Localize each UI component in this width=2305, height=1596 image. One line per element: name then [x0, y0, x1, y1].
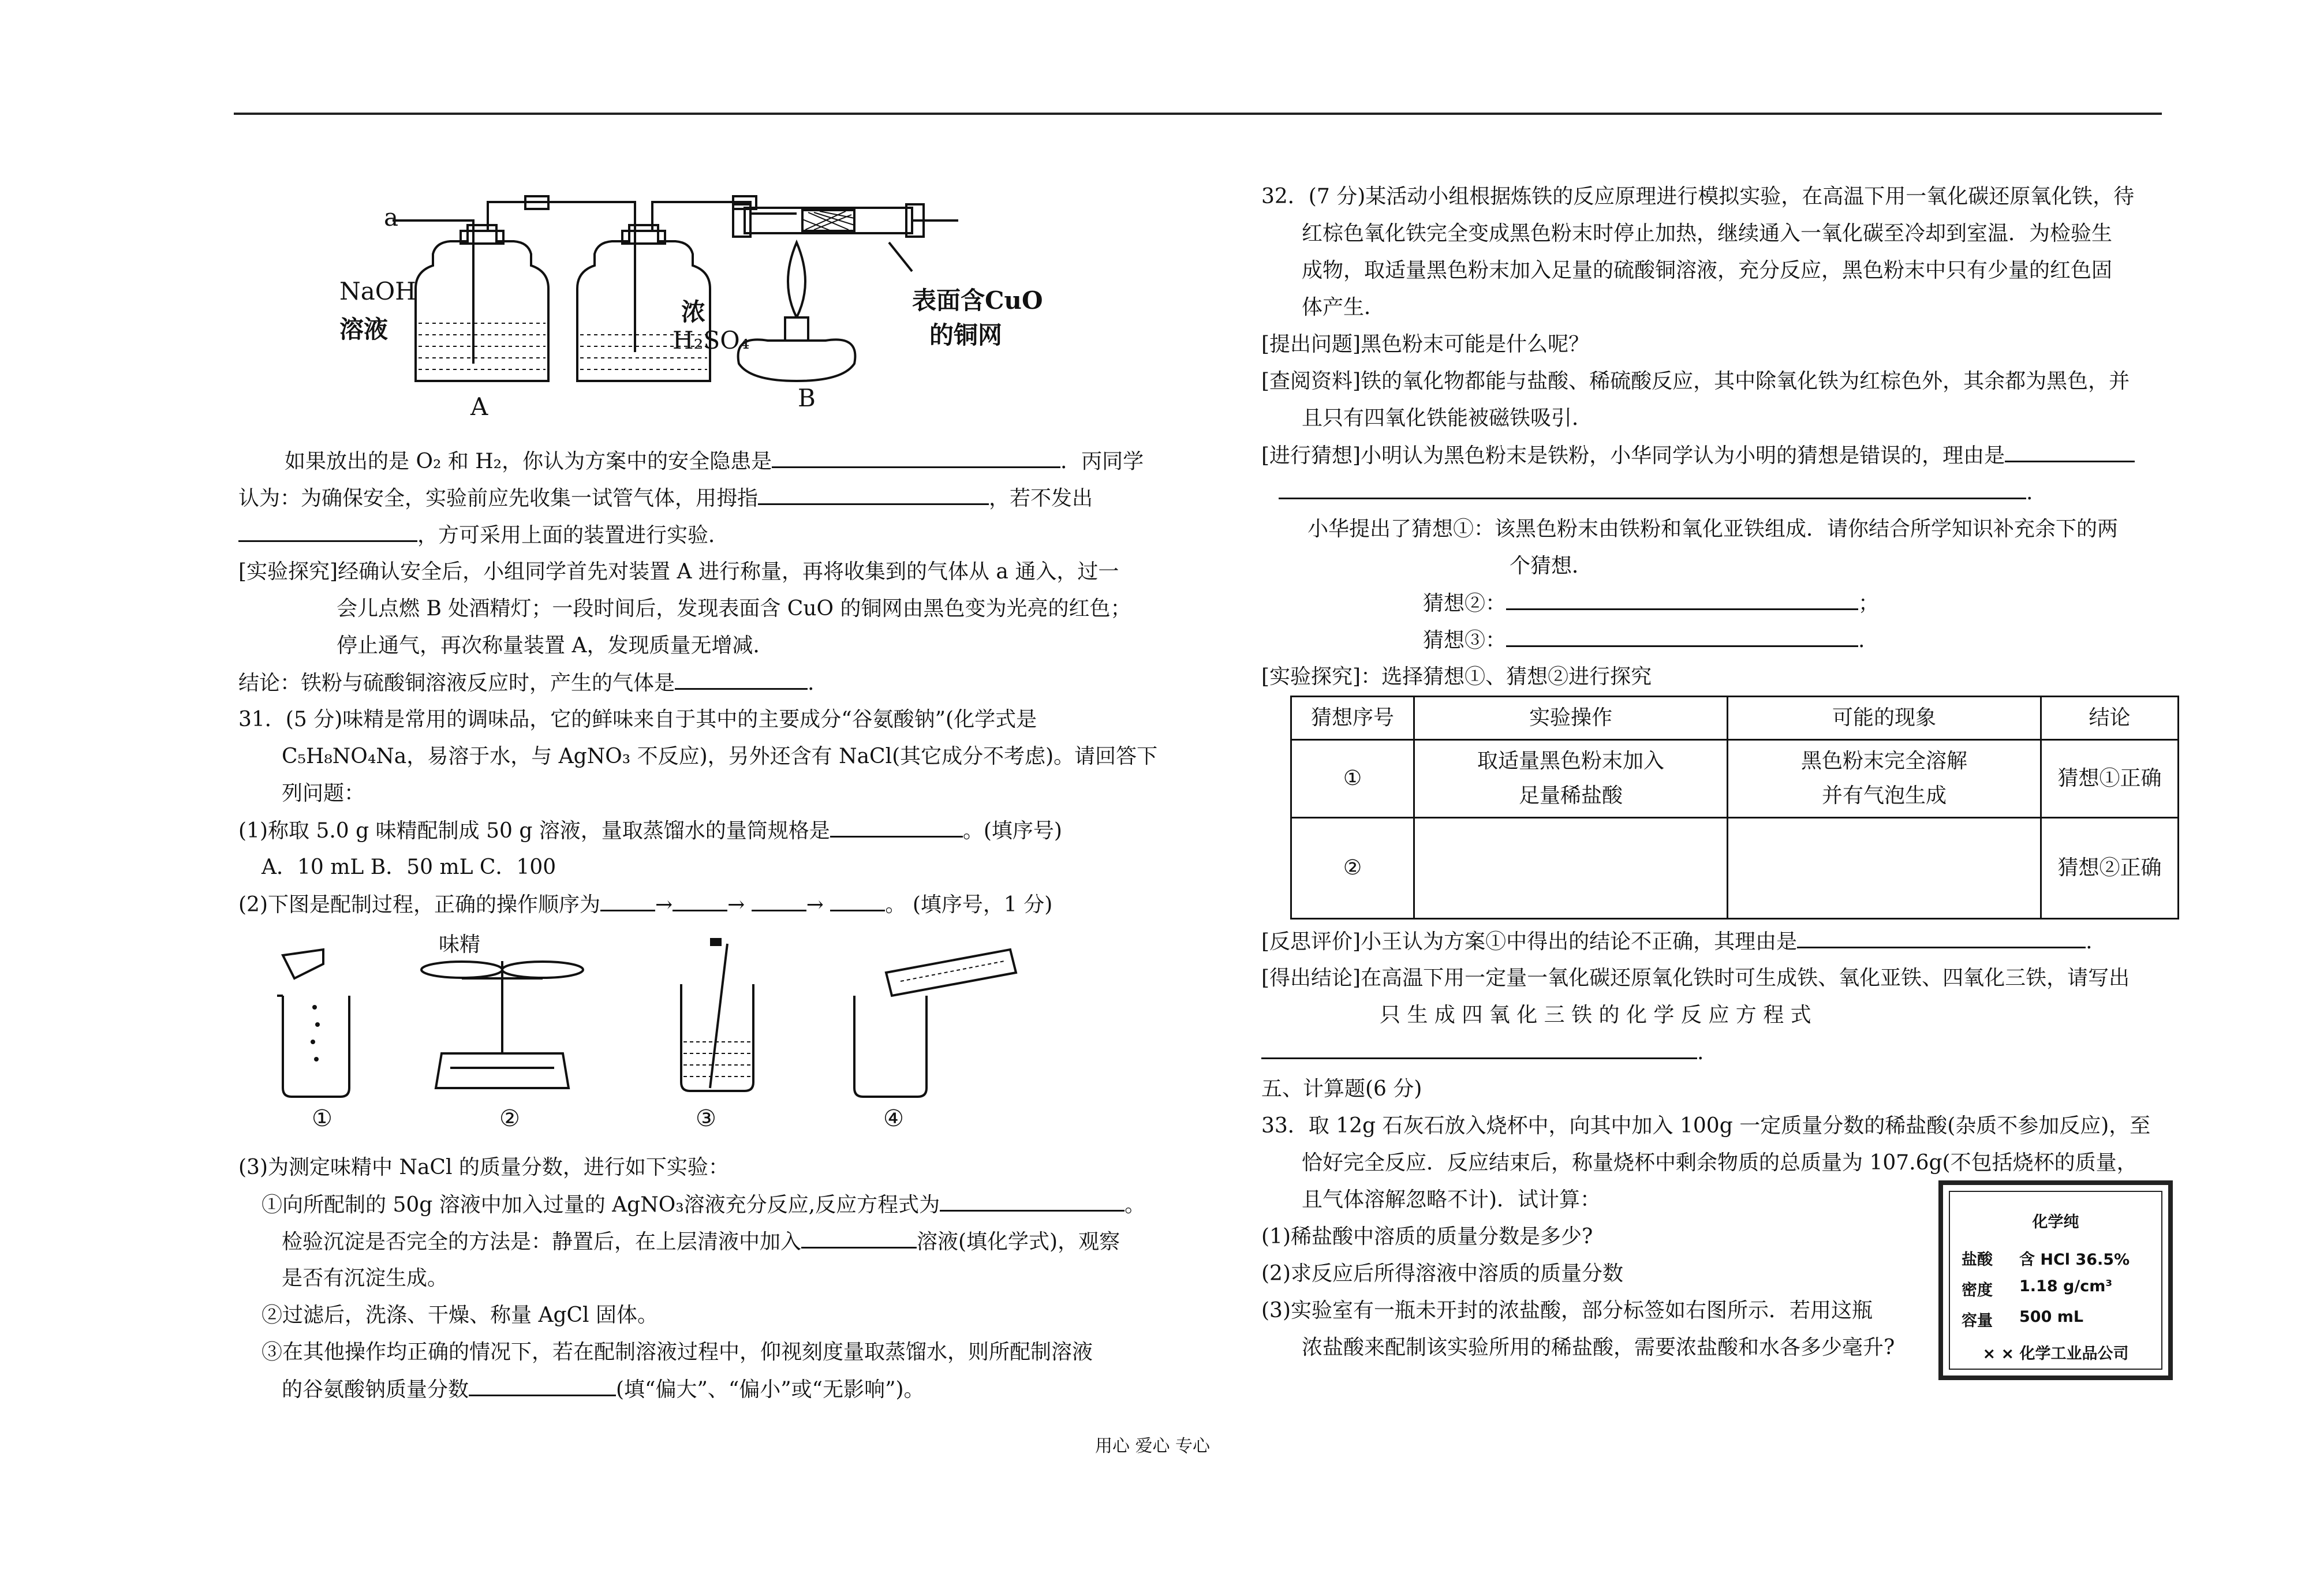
right-line-23: (1)稀盐酸中溶质的质量分数是多少?	[1261, 1225, 1593, 1249]
answer-blank[interactable]	[1797, 924, 2086, 948]
table-cell: 猜想①正确	[2041, 740, 2179, 818]
step-3: ③	[696, 1105, 716, 1132]
answer-blank[interactable]	[469, 1371, 616, 1396]
table-cell-answer[interactable]	[1414, 818, 1728, 919]
right-line-17: 只 生 成 四 氧 化 三 铁 的 化 学 反 应 方 程 式	[1380, 1003, 1811, 1027]
answer-blank[interactable]	[940, 1187, 1125, 1212]
table-cell: ①	[1291, 740, 1414, 818]
right-line-25: (3)实验室有一瓶未开封的浓盐酸，部分标签如右图所示．若用这瓶	[1261, 1299, 1873, 1322]
answer-blank[interactable]	[675, 665, 808, 690]
right-line-24: (2)求反应后所得溶液中溶质的质量分数	[1261, 1262, 1623, 1285]
reagent-key: 容量	[1962, 1312, 1993, 1330]
answer-blank[interactable]	[830, 887, 885, 911]
right-line-4: 体产生．	[1302, 296, 1385, 319]
left-line-15: ①向所配制的 50g 溶液中加入过量的 AgNO₃溶液充分反应,反应方程式为 。	[261, 1187, 1145, 1223]
answer-blank[interactable]	[758, 480, 989, 505]
right-line-21: 恰好完全反应．反应结束后，称量烧杯中剩余物质的总质量为 107.6g(不包括烧杯的质量，	[1302, 1151, 2138, 1175]
right-line-6: [查阅资料]铁的氧化物都能与盐酸、稀硫酸反应，其中除氧化铁为红棕色外，其余都为黑色，并	[1261, 369, 2130, 393]
top-rule	[234, 113, 2162, 115]
reagent-label	[1938, 1180, 2173, 1380]
left-line-20: 的谷氨酸钠质量分数 (填“偏大”、“偏小”或“无影响”)。	[282, 1371, 925, 1408]
right-line-15: [反思评价]小王认为方案①中得出的结论不正确，其理由是 .	[1261, 924, 2093, 960]
table-header: 实验操作	[1414, 697, 1728, 740]
left-line-11: (1)称取 5.0 g 味精配制成 50 g 溶液，量取蒸馏水的量筒规格是 。(填序号)	[238, 813, 1062, 849]
answer-blank[interactable]	[830, 813, 963, 838]
experiment-table	[1290, 696, 2179, 920]
right-line-14: [实验探究]：选择猜想①、猜想②进行探究	[1261, 665, 1652, 689]
left-line-17: 是否有沉淀生成。	[282, 1266, 449, 1290]
procedure-figures	[271, 938, 1045, 1102]
table-row	[1291, 740, 2179, 818]
table-cell-answer[interactable]	[1728, 818, 2041, 919]
left-line-9: C₅H₈NO₄Na，易溶于水，与 AgNO₃ 不反应)，另外还含有 NaCl(其它成分不考虑)。请回答下	[282, 745, 1158, 768]
left-line-4: [实验探究]经确认安全后，小组同学首先对装置 A 进行称量，再将收集到的气体从 a 通入，过一	[238, 560, 1119, 584]
right-line-12: 猜想②： ；	[1423, 585, 1879, 622]
right-line-13: 猜想③： .	[1423, 622, 1865, 659]
page-footer: 用心 爱心 专心	[1094, 1436, 1211, 1456]
right-line-1: 32．(7 分)某活动小组根据炼铁的反应原理进行模拟实验，在高温下用一氧化碳还原氧化铁，待	[1261, 185, 2135, 208]
table-header: 猜想序号	[1291, 697, 1414, 740]
reagent-value: 500 mL	[2019, 1308, 2084, 1326]
left-line-1: 如果放出的是 O₂ 和 H₂，你认为方案中的安全隐患是 ．丙同学	[285, 443, 1144, 480]
answer-blank[interactable]	[1279, 474, 2026, 499]
answer-blank[interactable]	[1261, 1034, 1697, 1059]
left-line-13: (2)下图是配制过程，正确的操作顺序为 → → → 。 (填序号，1 分)	[238, 887, 1052, 923]
reagent-key: 盐酸	[1962, 1251, 1993, 1269]
left-line-12: A．10 mL B．50 mL C．100	[261, 855, 556, 879]
right-line-22: 且气体溶解忽略不计)．试计算：	[1302, 1188, 1601, 1212]
right-line-3: 成物，取适量黑色粉末加入足量的硫酸铜溶液，充分反应，黑色粉末中只有少量的红色固	[1302, 259, 2113, 282]
label-A: A	[470, 393, 488, 421]
right-line-5: [提出问题]黑色粉末可能是什么呢？	[1261, 332, 1590, 356]
answer-blank[interactable]	[1506, 622, 1858, 647]
table-header: 结论	[2041, 697, 2179, 740]
step-2: ②	[499, 1105, 520, 1132]
table-cell: ②	[1291, 818, 1414, 919]
answer-blank[interactable]	[801, 1224, 917, 1249]
label-cuo-2: 的铜网	[929, 321, 1003, 349]
table-cell: 猜想②正确	[2041, 818, 2179, 919]
answer-blank[interactable]	[772, 443, 1060, 468]
left-line-10: 列问题：	[282, 782, 365, 805]
left-line-5: 会儿点燃 B 处酒精灯；一段时间后，发现表面含 CuO 的铜网由黑色变为光亮的红色；	[337, 597, 1131, 621]
answer-blank[interactable]	[673, 887, 727, 911]
right-line-9: .	[1279, 474, 2033, 511]
reagent-title: 化学纯	[2032, 1213, 2079, 1231]
table-cell: 黑色粉末完全溶解 并有气泡生成	[1728, 740, 2041, 818]
left-line-3: ，方可采用上面的装置进行实验．	[238, 517, 729, 554]
left-line-18: ②过滤后，洗涤、干燥、称量 AgCl 固体。	[261, 1303, 658, 1327]
label-cuo-1: 表面含CuO	[912, 286, 1043, 315]
right-line-11: 个猜想．	[1510, 554, 1593, 578]
right-line-16: [得出结论]在高温下用一定量一氧化碳还原氧化铁时可生成铁、氧化亚铁、四氧化三铁，请写出	[1261, 966, 2130, 990]
right-line-20: 33．取 12g 石灰石放入烧杯中，向其中加入 100g 一定质量分数的稀盐酸(杂质不参加反应)，至	[1261, 1114, 2151, 1138]
left-line-16: 检验沉淀是否完全的方法是：静置后，在上层清液中加入 溶液(填化学式)，观察	[282, 1224, 1120, 1260]
left-line-19: ③在其他操作均正确的情况下，若在配制溶液过程中，仰视刻度量取蒸馏水，则所配制溶液	[261, 1340, 1093, 1364]
left-line-7: 结论：铁粉与硫酸铜溶液反应时，产生的气体是 .	[238, 665, 814, 701]
label-B: B	[798, 384, 816, 412]
label-naoh-solution: 溶液	[339, 315, 388, 343]
right-line-7: 且只有四氧化铁能被磁铁吸引．	[1302, 406, 1593, 430]
table-header-row	[1291, 697, 2179, 740]
answer-blank[interactable]	[752, 887, 806, 911]
answer-blank[interactable]	[600, 887, 655, 911]
reagent-key: 密度	[1962, 1281, 1993, 1299]
table-header: 可能的现象	[1728, 697, 2041, 740]
label-naoh: NaOH	[339, 277, 416, 305]
label-a: a	[384, 203, 399, 231]
reagent-value: 含 HCl 36.5%	[2019, 1251, 2130, 1269]
left-line-14: (3)为测定味精中 NaCl 的质量分数，进行如下实验：	[238, 1156, 729, 1179]
right-line-18: .	[1261, 1034, 1703, 1071]
left-line-2: 认为：为确保安全，实验前应先收集一试管气体，用拇指 ，若不发出	[238, 480, 1093, 517]
left-line-6: 停止通气，再次称量装置 A，发现质量无增减．	[337, 634, 774, 657]
table-row	[1291, 818, 2179, 919]
label-weijing: 味精	[439, 933, 481, 956]
step-1: ①	[312, 1105, 333, 1132]
answer-blank[interactable]	[2005, 438, 2135, 462]
label-h2so4: H₂SO₄	[673, 326, 750, 354]
answer-blank[interactable]	[1506, 585, 1858, 610]
reagent-company: × × 化学工业品公司	[1982, 1345, 2129, 1363]
right-line-8: [进行猜想]小明认为黑色粉末是铁粉，小华同学认为小明的猜想是错误的，理由是	[1261, 438, 2135, 474]
reagent-label-inner	[1949, 1191, 2162, 1370]
step-4: ④	[883, 1105, 904, 1132]
right-line-26: 浓盐酸来配制该实验所用的稀盐酸，需要浓盐酸和水各多少毫升?	[1302, 1336, 1895, 1359]
answer-blank[interactable]	[238, 517, 417, 542]
right-line-2: 红棕色氧化铁完全变成黑色粉末时停止加热，继续通入一氧化碳至冷却到室温．为检验生	[1302, 222, 2113, 245]
left-line-8: 31．(5 分)味精是常用的调味品，它的鲜味来自于其中的主要成分“谷氨酸钠”(化学式是	[238, 708, 1037, 731]
right-line-19: 五、计算题(6 分)	[1261, 1077, 1422, 1101]
reagent-value: 1.18 g/cm³	[2019, 1277, 2113, 1295]
label-conc: 浓	[681, 298, 706, 326]
right-line-10: 小华提出了猜想①：该黑色粉末由铁粉和氧化亚铁组成．请你结合所学知识补充余下的两	[1307, 517, 2119, 541]
table-cell: 取适量黑色粉末加入 足量稀盐酸	[1414, 740, 1728, 818]
